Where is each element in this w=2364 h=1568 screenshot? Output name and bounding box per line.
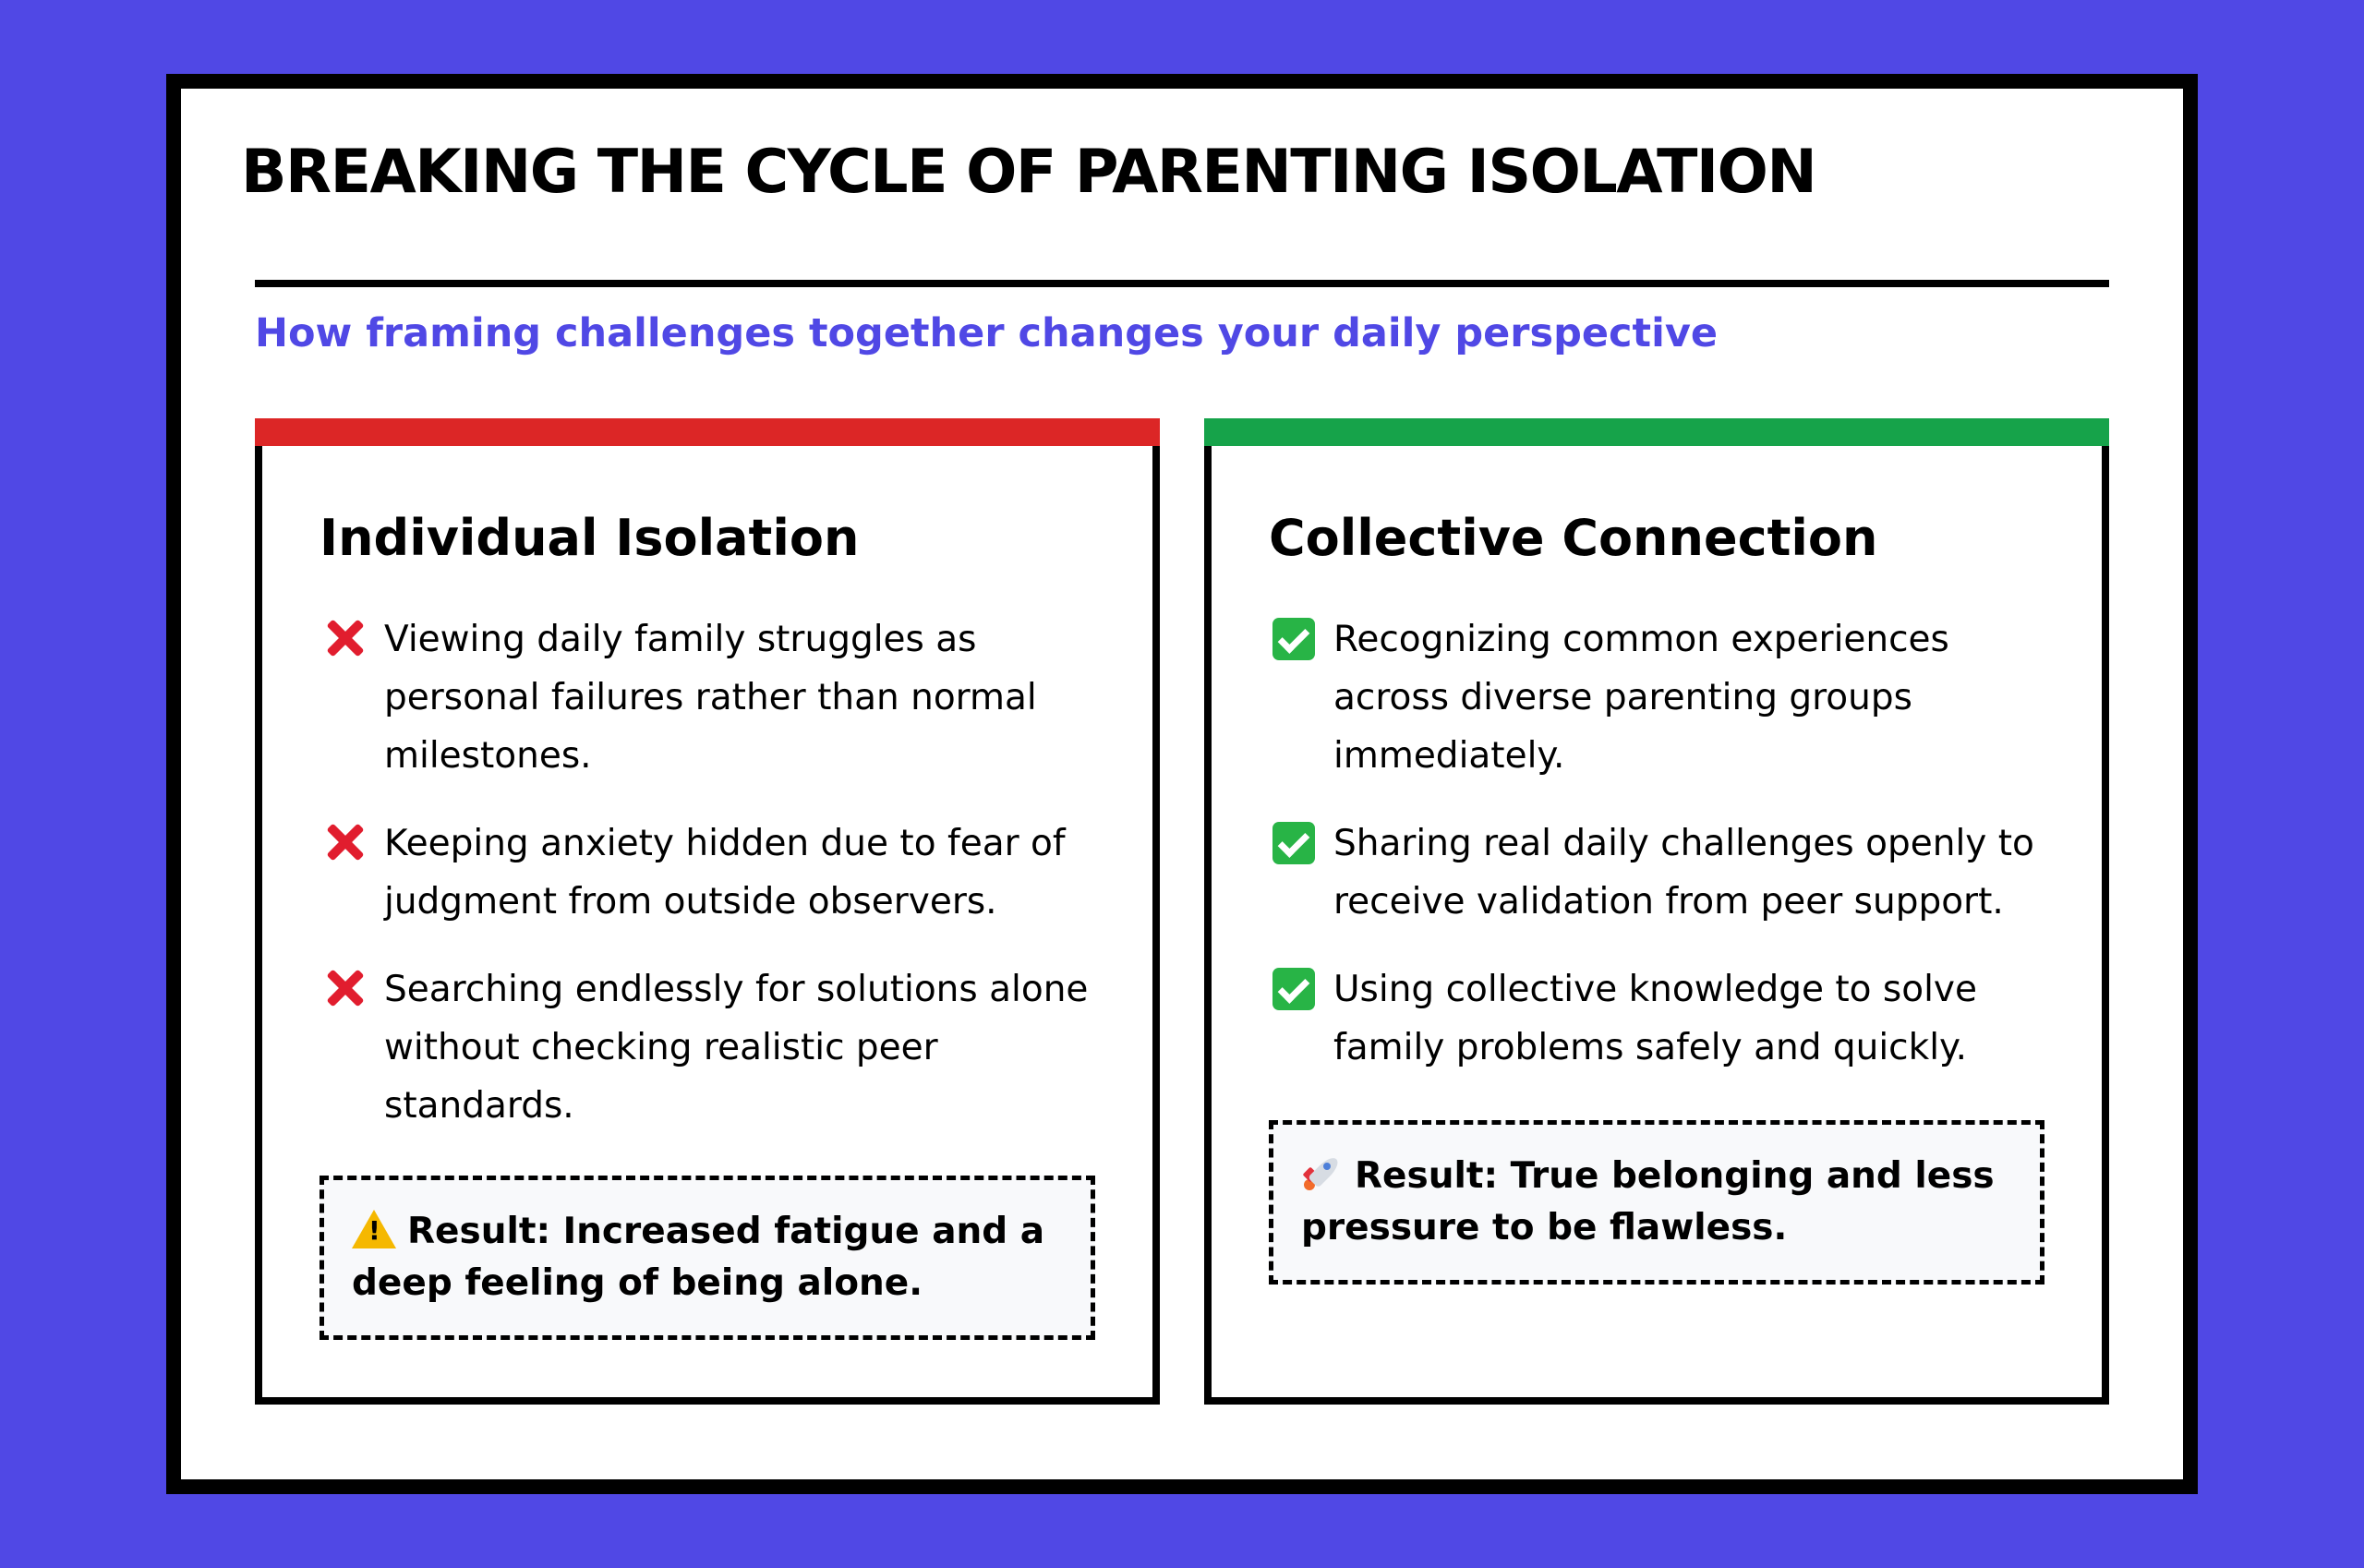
panel-accent-bar	[1204, 418, 2109, 446]
result-text: Result: Increased fatigue and a deep feeling of being alone.	[352, 1211, 1045, 1304]
list-item	[320, 960, 1104, 1135]
title-divider	[255, 280, 2109, 287]
individual-isolation-panel	[255, 418, 1160, 1405]
check-mark-icon	[1269, 960, 1333, 1018]
result-callout	[320, 1176, 1095, 1340]
panel-heading: Individual Isolation	[320, 509, 860, 567]
list-item-text: Sharing real daily challenges openly to receive validation from peer support.	[1333, 823, 2034, 923]
list-item-text: Using collective knowledge to solve family problems safely and quickly.	[1333, 969, 1978, 1068]
warning-icon	[352, 1210, 396, 1248]
result-callout	[1269, 1120, 2044, 1285]
rocket-icon	[1301, 1151, 1344, 1193]
isolation-list	[320, 610, 1104, 1164]
page-subtitle: How framing challenges together changes your daily perspective	[255, 310, 1719, 356]
list-item	[1269, 960, 2054, 1077]
list-item-text: Keeping anxiety hidden due to fear of judgment from outside observers.	[384, 823, 1066, 923]
list-item-text: Searching endlessly for solutions alone without checking realistic peer standards.	[384, 969, 1089, 1127]
collective-connection-panel	[1204, 418, 2109, 1405]
check-mark-icon	[1269, 814, 1333, 872]
cross-mark-icon	[320, 960, 384, 1018]
list-item-text: Viewing daily family struggles as personal failures rather than normal milestones.	[384, 619, 1037, 777]
panel-accent-bar	[255, 418, 1160, 446]
list-item	[320, 814, 1104, 931]
list-item	[320, 610, 1104, 785]
list-item	[1269, 814, 2054, 931]
result-text: Result: True belonging and less pressure to be flawless.	[1301, 1155, 1995, 1248]
check-mark-icon	[1269, 610, 1333, 668]
list-item	[1269, 610, 2054, 785]
cross-mark-icon	[320, 610, 384, 668]
list-item-text: Recognizing common experiences across diverse parenting groups immediately.	[1333, 619, 1949, 777]
panel-heading: Collective Connection	[1269, 509, 1878, 567]
page-title: BREAKING THE CYCLE OF PARENTING ISOLATION	[241, 138, 1816, 207]
cross-mark-icon	[320, 814, 384, 872]
connection-list	[1269, 610, 2054, 1106]
